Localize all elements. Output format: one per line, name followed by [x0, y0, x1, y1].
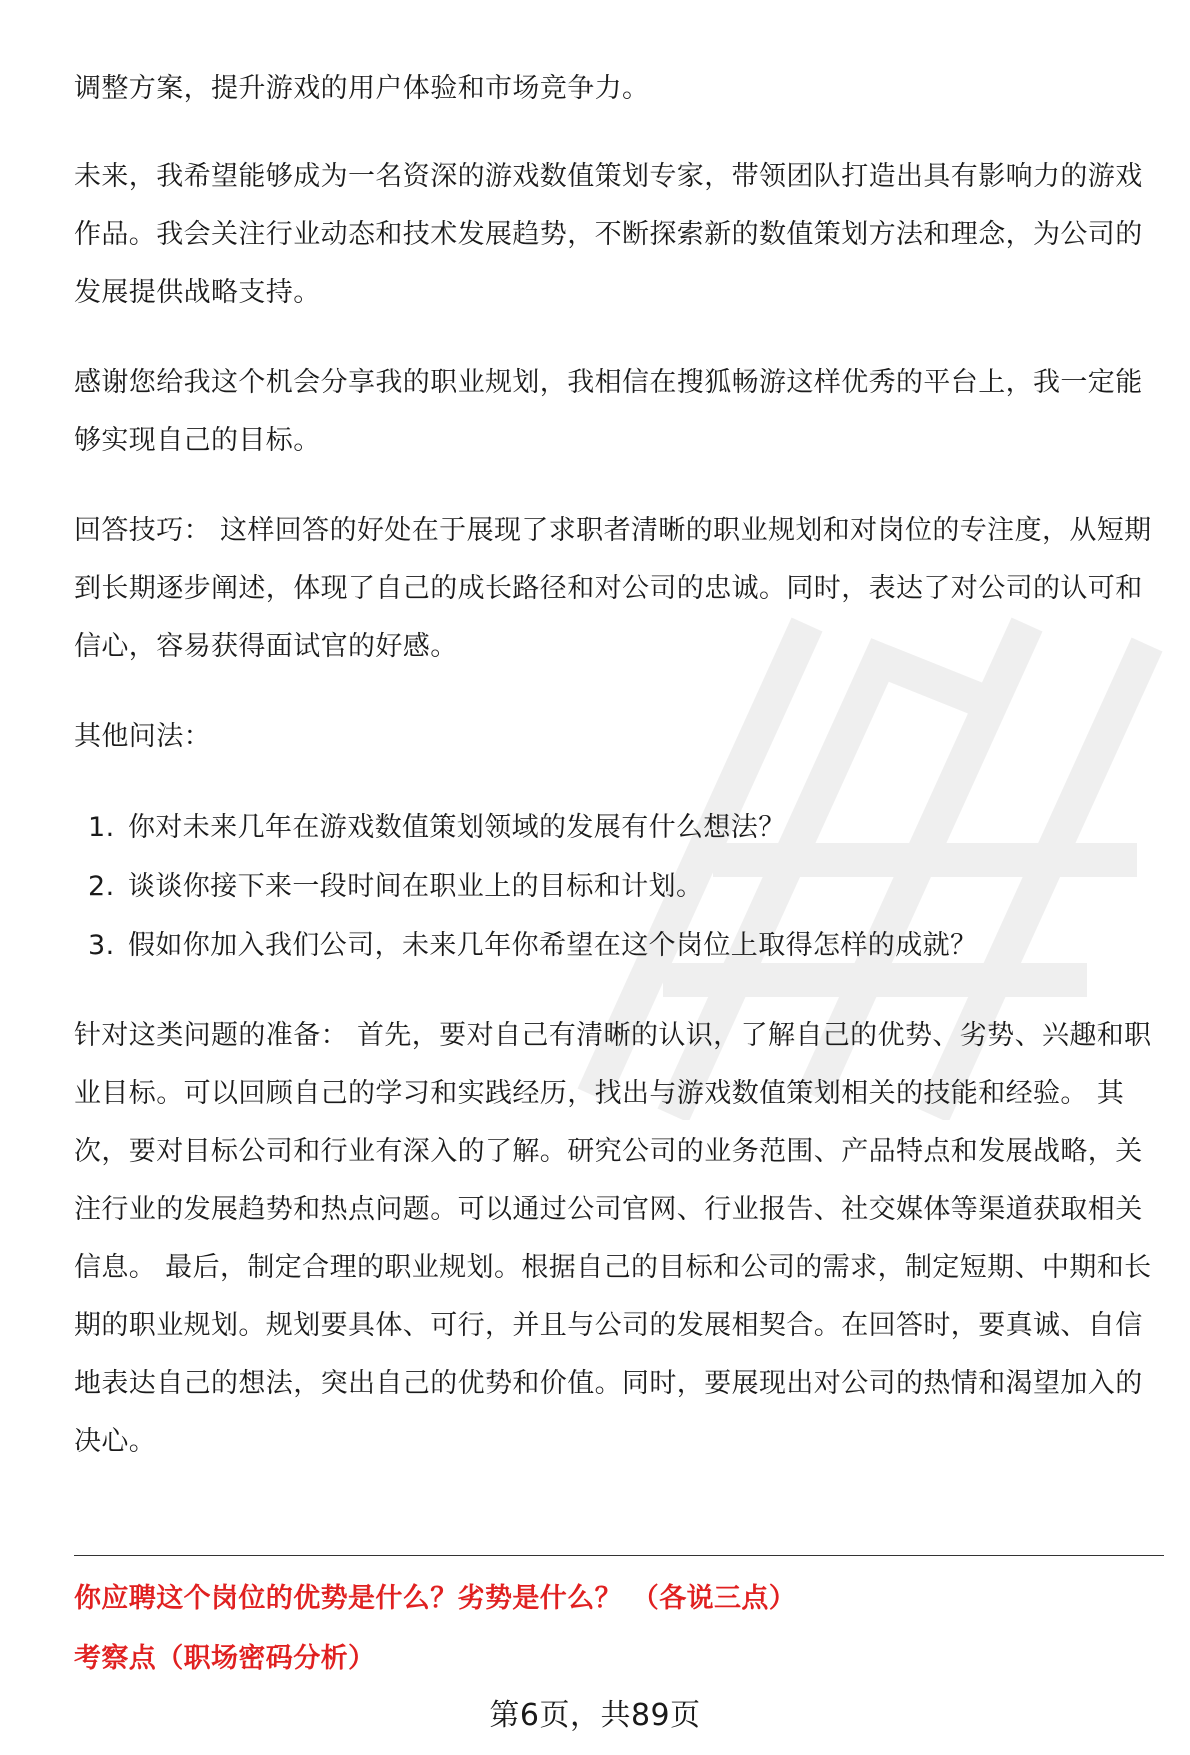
- list-item-number: 2.: [88, 871, 115, 902]
- paragraph-answer-tips: 回答技巧： 这样回答的好处在于展现了求职者清晰的职业规划和对岗位的专注度，从短期到长期逐步阐述，体现了自己的成长路径和对公司的忠诚。同时，表达了对公司的认可和信心，容易获得面试官的好感。: [74, 515, 1152, 662]
- list-item-text: 假如你加入我们公司，未来几年你希望在这个岗位上取得怎样的成就？: [128, 930, 978, 961]
- body-content: [74, 60, 1164, 1503]
- other-questions-list: [74, 798, 1164, 975]
- section-divider: [74, 1555, 1164, 1556]
- paragraph-future-goal: 未来，我希望能够成为一名资深的游戏数值策划专家，带领团队打造出具有影响力的游戏作品。我会关注行业动态和技术发展趋势，不断探索新的数值策划方法和理念，为公司的发展提供战略支持。: [74, 161, 1143, 308]
- analysis-heading: 考察点（职场密码分析）: [74, 1643, 376, 1674]
- list-item-text: 你对未来几年在游戏数值策划领域的发展有什么想法？: [128, 812, 786, 843]
- page-number-footer: 第6页，共89页: [489, 1698, 701, 1733]
- list-item: [74, 798, 1164, 857]
- list-item: [74, 857, 1164, 916]
- paragraph-thanks: 感谢您给我这个机会分享我的职业规划，我相信在搜狐畅游这样优秀的平台上，我一定能够实现自己的目标。: [74, 367, 1143, 456]
- paragraph-adjust-plan: 调整方案，提升游戏的用户体验和市场竞争力。: [74, 73, 650, 104]
- list-item-text: 谈谈你接下来一段时间在职业上的目标和计划。: [128, 871, 704, 902]
- paragraph-other-questions-label: 其他问法：: [74, 721, 211, 752]
- paragraph-preparation: 针对这类问题的准备： 首先，要对自己有清晰的认识，了解自己的优势、劣势、兴趣和职业目标。可以回顾自己的学习和实践经历，找出与游戏数值策划相关的技能和经验。 其次，要对目标公司和行业有深入的了解。研究公司的业务范围、产品特点和发展战略，关注行业的发展趋势和热点问题。可以通过公司官网、行业报告、社交媒体等渠道获取相关信息。 最后，制定合理的职业规划。根据自己的目标和公司的需求，制定短期、中期和长期的职业规划。规划要具体、可行，并且与公司的发展相契合。在回答时，要真诚、自信地表达自己的想法，突出自己的优势和价值。同时，要展现出对公司的热情和渴望加入的决心。: [74, 1020, 1152, 1457]
- question-heading: 你应聘这个岗位的优势是什么？劣势是什么？ （各说三点）: [74, 1583, 797, 1614]
- list-item-number: 3.: [88, 930, 115, 961]
- list-item-number: 1.: [88, 812, 115, 843]
- list-item: [74, 916, 1164, 975]
